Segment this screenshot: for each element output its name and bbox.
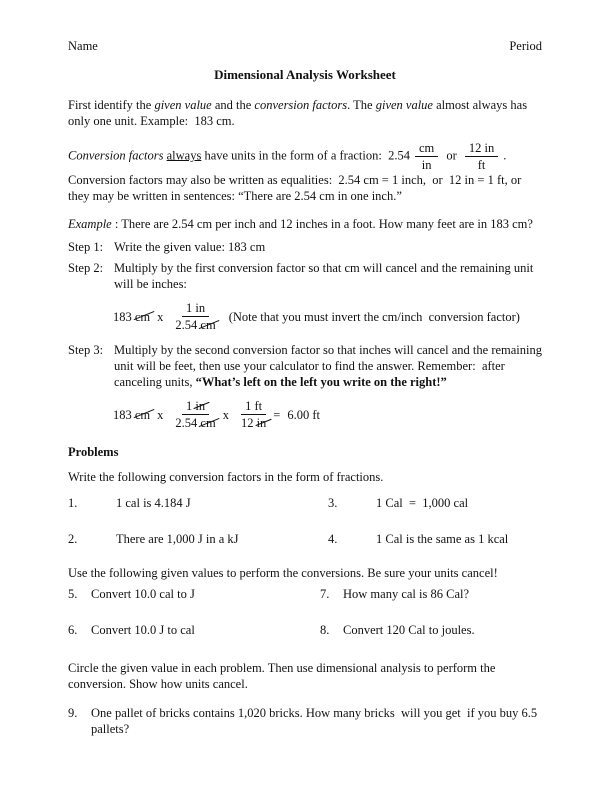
step-3-equation	[113, 399, 542, 430]
text-run: : There are 2.54 cm per inch and 12 inches in a foot. How many feet are in 183 cm?	[111, 217, 533, 231]
fractions-instruction: Write the following conversion factors in the form of fractions.	[68, 470, 384, 484]
step-2	[68, 260, 542, 292]
step-3	[68, 342, 546, 390]
problem-6	[68, 622, 320, 638]
conversion-factors-paragraph	[68, 141, 542, 204]
step-2-label: Step 2:	[68, 261, 104, 275]
value-number: 1	[245, 399, 252, 413]
problems-row-5-7	[68, 586, 542, 602]
page-title: Dimensional Analysis Worksheet	[214, 67, 396, 82]
italic-term-given-value: given value	[375, 98, 433, 112]
problem-number: 8.	[320, 623, 330, 637]
problem-number: 7.	[320, 587, 330, 601]
conversions-instruction: Use the following given values to perform the conversions. Be sure your units cancel!	[68, 566, 498, 580]
step-2-equation	[113, 301, 542, 332]
text-run: . The	[347, 98, 376, 112]
problems-row-6-8	[68, 622, 542, 638]
intro-paragraph	[68, 97, 542, 129]
equation-result: 6.00 ft	[287, 407, 320, 422]
circle-instruction: Circle the given value in each problem. Then use dimensional analysis to perform the conversion. Show how units cancel.	[68, 661, 499, 691]
underlined-always: always	[166, 148, 202, 163]
step-1-text: Write the given value: 183 cm	[114, 240, 266, 254]
canceled-unit-in: in	[256, 416, 267, 430]
problems-row-2-4	[68, 531, 542, 547]
problem-5	[68, 586, 320, 602]
canceled-unit-cm: cm	[134, 407, 151, 422]
problem-text: Convert 10.0 cal to J	[91, 587, 195, 601]
text-run: Multiply by the second conversion factor so that inches will cancel and the remaining unit will be feet, then use your calculator to find the answer. Remember: after canceling units,	[114, 343, 546, 389]
problem-3	[328, 495, 468, 511]
step-3-label: Step 3:	[68, 343, 104, 357]
example-label: Example	[68, 217, 112, 231]
text-run: . Conversion factors may also be written as equalities: 2.54 cm = 1 inch, or 12 in = 1 ft, or they may be written in sentences: “There are 2.54 cm in one inch.”	[68, 148, 525, 203]
italic-term-given-value: given value	[154, 98, 212, 112]
multiply-sign: x	[157, 407, 164, 422]
fraction-12in-per-ft	[465, 141, 498, 172]
problem-text: Convert 120 Cal to joules.	[343, 623, 475, 637]
canceled-unit-cm: cm	[134, 309, 151, 324]
problem-8	[320, 622, 475, 638]
problem-text: 1 Cal is the same as 1 kcal	[376, 532, 509, 546]
problem-9	[68, 705, 542, 737]
step-2-text: Multiply by the first conversion factor so that cm will cancel and the remaining unit will be inches:	[114, 261, 537, 291]
fraction-numerator	[182, 399, 209, 415]
period-label: Period	[509, 39, 542, 53]
canceled-unit-cm: cm	[200, 416, 216, 430]
multiply-sign: x	[222, 407, 229, 422]
fraction-denominator	[175, 415, 215, 430]
equals-sign: =	[273, 407, 281, 422]
problem-text: 1 Cal = 1,000 cal	[376, 496, 469, 510]
value-number: 2.54	[175, 318, 198, 332]
italic-term-conversion-factors: Conversion factors	[68, 148, 164, 163]
fraction-cm-per-in	[415, 141, 438, 172]
problem-number: 2.	[68, 532, 78, 546]
value-number: 12	[240, 416, 254, 430]
problem-number: 4.	[328, 532, 338, 546]
fraction-1in-per-2point54cm	[175, 399, 215, 430]
step-1	[68, 239, 542, 255]
value-number: 183	[113, 309, 132, 324]
given-value	[113, 407, 150, 423]
value-number: 2.54	[175, 416, 198, 430]
problems-row-1-3	[68, 495, 542, 511]
fraction-denominator	[175, 317, 215, 332]
canceled-unit-cm: cm	[200, 318, 216, 332]
unit-in: in	[195, 301, 206, 315]
text-run: First identify the	[68, 98, 155, 112]
problem-number: 1.	[68, 496, 78, 510]
problem-text: Convert 10.0 J to cal	[91, 623, 195, 637]
value-number: 1	[185, 301, 193, 315]
problem-text: How many cal is 86 Cal?	[343, 587, 470, 601]
fraction-1ft-per-12in	[241, 399, 266, 430]
invert-note: (Note that you must invert the cm/inch conversion factor)	[228, 309, 520, 324]
problem-text: 1 cal is 4.184 J	[116, 496, 191, 510]
value-number: 183	[113, 407, 132, 422]
value-number: 1	[185, 399, 193, 413]
fraction-denominator: in	[421, 158, 432, 172]
header	[68, 38, 542, 54]
fraction-denominator: ft	[477, 158, 486, 172]
problem-text: There are 1,000 J in a kJ	[116, 532, 239, 546]
problem-4	[328, 531, 508, 547]
unit-ft: ft	[254, 399, 263, 413]
fraction-numerator: cm	[415, 141, 438, 157]
fraction-numerator: 12 in	[465, 141, 498, 157]
example-line	[68, 216, 542, 232]
fraction-denominator	[241, 415, 266, 430]
problem-number: 6.	[68, 623, 78, 637]
text-run: or	[443, 148, 460, 163]
fraction-1in-per-2point54cm	[175, 301, 215, 332]
multiply-sign: x	[157, 309, 164, 324]
problem-text: One pallet of bricks contains 1,020 bricks. How many bricks will you get if you buy 6.5 pallets?	[91, 706, 541, 736]
problem-1	[68, 495, 328, 511]
given-value	[113, 309, 150, 325]
bold-reminder: “What’s left on the left you write on the right!”	[195, 375, 447, 389]
text-run: and the	[211, 98, 255, 112]
fraction-numerator	[241, 399, 266, 415]
canceled-unit-in: in	[195, 399, 206, 413]
problem-number: 5.	[68, 587, 78, 601]
problem-2	[68, 531, 328, 547]
problem-number: 3.	[328, 496, 338, 510]
step-3-text	[114, 342, 546, 390]
name-label: Name	[68, 39, 98, 53]
fraction-numerator	[182, 301, 209, 317]
step-1-label: Step 1:	[68, 240, 104, 254]
problems-heading: Problems	[68, 445, 119, 459]
italic-term-conversion-factors: conversion factors	[254, 98, 348, 112]
problem-number: 9.	[68, 706, 78, 720]
text-run: have units in the form of a fraction: 2.54	[201, 148, 410, 163]
problem-7	[320, 586, 469, 602]
text-run: almost always has only one unit. Example: 183 cm.	[68, 98, 531, 128]
